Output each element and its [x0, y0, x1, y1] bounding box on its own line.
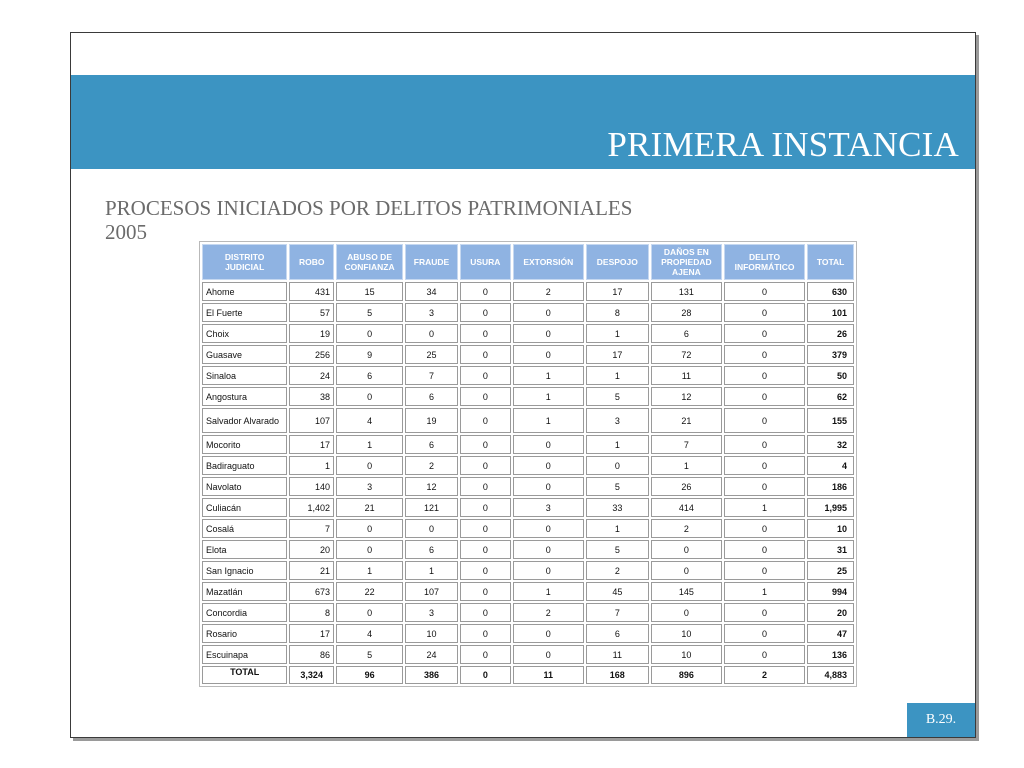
value-cell: 0: [513, 345, 584, 364]
slide: [70, 32, 976, 738]
value-cell: 0: [460, 408, 511, 433]
value-cell: 0: [513, 456, 584, 475]
table-row: [202, 519, 854, 538]
value-cell: 0: [724, 282, 805, 301]
row-total-cell: 47: [807, 624, 854, 643]
value-cell: 1: [513, 408, 584, 433]
column-header: EXTORSIÓN: [513, 244, 584, 280]
value-cell: 0: [460, 561, 511, 580]
value-cell: 20: [289, 540, 334, 559]
column-header: DELITO INFORMÁTICO: [724, 244, 805, 280]
value-cell: 0: [460, 540, 511, 559]
value-cell: 0: [513, 624, 584, 643]
value-cell: 11: [586, 645, 649, 664]
subtitle-line-2: 2005: [105, 220, 147, 244]
value-cell: 673: [289, 582, 334, 601]
value-cell: 22: [336, 582, 403, 601]
value-cell: 6: [336, 366, 403, 385]
value-cell: 0: [405, 324, 458, 343]
row-total-cell: 379: [807, 345, 854, 364]
value-cell: 0: [460, 435, 511, 454]
table-row: [202, 561, 854, 580]
district-cell: Mazatlán: [202, 582, 287, 601]
value-cell: 15: [336, 282, 403, 301]
totals-row: [202, 666, 854, 684]
value-cell: 10: [651, 624, 722, 643]
title-banner: [71, 75, 975, 169]
value-cell: 0: [460, 282, 511, 301]
value-cell: 0: [336, 540, 403, 559]
column-total-cell: 896: [651, 666, 722, 684]
value-cell: 0: [460, 498, 511, 517]
value-cell: 24: [405, 645, 458, 664]
value-cell: 5: [586, 387, 649, 406]
value-cell: 5: [586, 477, 649, 496]
column-header: ABUSO DE CONFIANZA: [336, 244, 403, 280]
value-cell: 256: [289, 345, 334, 364]
value-cell: 2: [513, 282, 584, 301]
column-total-cell: 3,324: [289, 666, 334, 684]
district-cell: Navolato: [202, 477, 287, 496]
table-body: [202, 282, 854, 684]
district-cell: Rosario: [202, 624, 287, 643]
value-cell: 1: [513, 366, 584, 385]
value-cell: 0: [460, 624, 511, 643]
value-cell: 0: [405, 519, 458, 538]
value-cell: 3: [405, 603, 458, 622]
value-cell: 0: [724, 477, 805, 496]
value-cell: 26: [651, 477, 722, 496]
value-cell: 8: [289, 603, 334, 622]
value-cell: 1: [586, 366, 649, 385]
value-cell: 4: [336, 624, 403, 643]
value-cell: 131: [651, 282, 722, 301]
value-cell: 0: [336, 324, 403, 343]
value-cell: 3: [586, 408, 649, 433]
table-row: [202, 540, 854, 559]
district-cell: Culiacán: [202, 498, 287, 517]
value-cell: 0: [460, 366, 511, 385]
value-cell: 0: [724, 387, 805, 406]
value-cell: 0: [651, 540, 722, 559]
table-row: [202, 303, 854, 322]
value-cell: 0: [724, 435, 805, 454]
column-header: FRAUDE: [405, 244, 458, 280]
value-cell: 0: [724, 303, 805, 322]
value-cell: 33: [586, 498, 649, 517]
district-cell: Mocorito: [202, 435, 287, 454]
value-cell: 2: [651, 519, 722, 538]
value-cell: 38: [289, 387, 334, 406]
value-cell: 7: [651, 435, 722, 454]
table-row: [202, 645, 854, 664]
value-cell: 7: [586, 603, 649, 622]
value-cell: 0: [724, 645, 805, 664]
value-cell: 107: [289, 408, 334, 433]
district-cell: Escuinapa: [202, 645, 287, 664]
table-row: [202, 498, 854, 517]
value-cell: 0: [460, 345, 511, 364]
row-total-cell: 62: [807, 387, 854, 406]
value-cell: 24: [289, 366, 334, 385]
table-row: [202, 282, 854, 301]
value-cell: 0: [651, 561, 722, 580]
value-cell: 0: [513, 477, 584, 496]
value-cell: 17: [289, 624, 334, 643]
value-cell: 1: [336, 435, 403, 454]
value-cell: 12: [651, 387, 722, 406]
district-cell: Ahome: [202, 282, 287, 301]
value-cell: 7: [289, 519, 334, 538]
value-cell: 6: [405, 435, 458, 454]
row-total-cell: 136: [807, 645, 854, 664]
value-cell: 0: [724, 624, 805, 643]
value-cell: 25: [405, 345, 458, 364]
value-cell: 45: [586, 582, 649, 601]
value-cell: 34: [405, 282, 458, 301]
value-cell: 0: [513, 561, 584, 580]
value-cell: 0: [336, 603, 403, 622]
value-cell: 0: [336, 456, 403, 475]
value-cell: 1: [405, 561, 458, 580]
column-total-cell: 11: [513, 666, 584, 684]
district-cell: Badiraguato: [202, 456, 287, 475]
subtitle-line-1: PROCESOS INICIADOS POR DELITOS PATRIMONIALES: [105, 196, 633, 220]
value-cell: 0: [513, 540, 584, 559]
value-cell: 140: [289, 477, 334, 496]
value-cell: 145: [651, 582, 722, 601]
table-header-row: [202, 244, 854, 280]
row-total-cell: 186: [807, 477, 854, 496]
district-cell: El Fuerte: [202, 303, 287, 322]
value-cell: 121: [405, 498, 458, 517]
value-cell: 5: [586, 540, 649, 559]
value-cell: 0: [460, 645, 511, 664]
value-cell: 107: [405, 582, 458, 601]
district-cell: Sinaloa: [202, 366, 287, 385]
value-cell: 7: [405, 366, 458, 385]
page-code-badge: B.29.: [907, 703, 975, 737]
value-cell: 1: [724, 498, 805, 517]
value-cell: 0: [336, 387, 403, 406]
subtitle: [105, 196, 632, 244]
value-cell: 2: [405, 456, 458, 475]
value-cell: 17: [586, 345, 649, 364]
row-total-cell: 630: [807, 282, 854, 301]
value-cell: 17: [586, 282, 649, 301]
column-total-cell: 386: [405, 666, 458, 684]
district-cell: Concordia: [202, 603, 287, 622]
column-total-cell: 0: [460, 666, 511, 684]
value-cell: 414: [651, 498, 722, 517]
value-cell: 86: [289, 645, 334, 664]
value-cell: 0: [460, 603, 511, 622]
row-total-cell: 10: [807, 519, 854, 538]
value-cell: 1: [586, 324, 649, 343]
value-cell: 0: [724, 456, 805, 475]
value-cell: 2: [586, 561, 649, 580]
column-header: DAÑOS EN PROPIEDAD AJENA: [651, 244, 722, 280]
value-cell: 0: [724, 603, 805, 622]
value-cell: 1,402: [289, 498, 334, 517]
row-total-cell: 155: [807, 408, 854, 433]
value-cell: 0: [513, 519, 584, 538]
value-cell: 12: [405, 477, 458, 496]
row-total-cell: 32: [807, 435, 854, 454]
table-row: [202, 408, 854, 433]
column-header: DISTRITO JUDICIAL: [202, 244, 287, 280]
value-cell: 3: [405, 303, 458, 322]
value-cell: 6: [405, 387, 458, 406]
value-cell: 1: [724, 582, 805, 601]
value-cell: 11: [651, 366, 722, 385]
value-cell: 4: [336, 408, 403, 433]
row-total-cell: 994: [807, 582, 854, 601]
value-cell: 0: [460, 387, 511, 406]
value-cell: 0: [724, 519, 805, 538]
value-cell: 0: [724, 408, 805, 433]
value-cell: 17: [289, 435, 334, 454]
value-cell: 5: [336, 645, 403, 664]
value-cell: 431: [289, 282, 334, 301]
table-row: [202, 435, 854, 454]
value-cell: 1: [586, 435, 649, 454]
district-cell: Cosalá: [202, 519, 287, 538]
value-cell: 28: [651, 303, 722, 322]
value-cell: 21: [289, 561, 334, 580]
row-total-cell: 20: [807, 603, 854, 622]
value-cell: 1: [651, 456, 722, 475]
value-cell: 0: [460, 582, 511, 601]
district-cell: Elota: [202, 540, 287, 559]
value-cell: 0: [336, 519, 403, 538]
value-cell: 0: [724, 366, 805, 385]
column-header: ROBO: [289, 244, 334, 280]
value-cell: 21: [651, 408, 722, 433]
value-cell: 19: [405, 408, 458, 433]
data-table: [200, 242, 856, 686]
value-cell: 6: [651, 324, 722, 343]
value-cell: 10: [651, 645, 722, 664]
column-header: TOTAL: [807, 244, 854, 280]
row-total-cell: 4: [807, 456, 854, 475]
district-cell: Angostura: [202, 387, 287, 406]
column-total-cell: 168: [586, 666, 649, 684]
value-cell: 0: [460, 456, 511, 475]
totals-label: TOTAL: [202, 666, 287, 684]
row-total-cell: 50: [807, 366, 854, 385]
value-cell: 0: [460, 477, 511, 496]
table-row: [202, 387, 854, 406]
value-cell: 3: [336, 477, 403, 496]
value-cell: 0: [513, 435, 584, 454]
table-row: [202, 345, 854, 364]
row-total-cell: 25: [807, 561, 854, 580]
grand-total-cell: 4,883: [807, 666, 854, 684]
column-header: DESPOJO: [586, 244, 649, 280]
table-row: [202, 366, 854, 385]
district-cell: Choix: [202, 324, 287, 343]
value-cell: 57: [289, 303, 334, 322]
value-cell: 72: [651, 345, 722, 364]
value-cell: 19: [289, 324, 334, 343]
value-cell: 1: [336, 561, 403, 580]
value-cell: 0: [460, 303, 511, 322]
value-cell: 6: [405, 540, 458, 559]
table-row: [202, 324, 854, 343]
table-row: [202, 603, 854, 622]
value-cell: 1: [513, 387, 584, 406]
value-cell: 21: [336, 498, 403, 517]
table-row: [202, 582, 854, 601]
value-cell: 0: [586, 456, 649, 475]
value-cell: 0: [724, 561, 805, 580]
page-title: PRIMERA INSTANCIA: [607, 125, 959, 164]
value-cell: 0: [724, 345, 805, 364]
district-cell: Salvador Alvarado: [202, 408, 287, 433]
row-total-cell: 31: [807, 540, 854, 559]
value-cell: 0: [724, 540, 805, 559]
value-cell: 5: [336, 303, 403, 322]
value-cell: 0: [513, 303, 584, 322]
district-cell: San Ignacio: [202, 561, 287, 580]
value-cell: 0: [724, 324, 805, 343]
value-cell: 8: [586, 303, 649, 322]
value-cell: 0: [513, 324, 584, 343]
value-cell: 6: [586, 624, 649, 643]
value-cell: 9: [336, 345, 403, 364]
table-row: [202, 477, 854, 496]
value-cell: 0: [651, 603, 722, 622]
district-cell: Guasave: [202, 345, 287, 364]
value-cell: 1: [586, 519, 649, 538]
data-table-container: [199, 241, 857, 687]
row-total-cell: 26: [807, 324, 854, 343]
value-cell: 1: [513, 582, 584, 601]
table-row: [202, 456, 854, 475]
row-total-cell: 1,995: [807, 498, 854, 517]
value-cell: 2: [513, 603, 584, 622]
value-cell: 10: [405, 624, 458, 643]
column-total-cell: 2: [724, 666, 805, 684]
value-cell: 0: [460, 519, 511, 538]
value-cell: 0: [460, 324, 511, 343]
value-cell: 0: [513, 645, 584, 664]
value-cell: 3: [513, 498, 584, 517]
row-total-cell: 101: [807, 303, 854, 322]
column-header: USURA: [460, 244, 511, 280]
value-cell: 1: [289, 456, 334, 475]
table-row: [202, 624, 854, 643]
column-total-cell: 96: [336, 666, 403, 684]
